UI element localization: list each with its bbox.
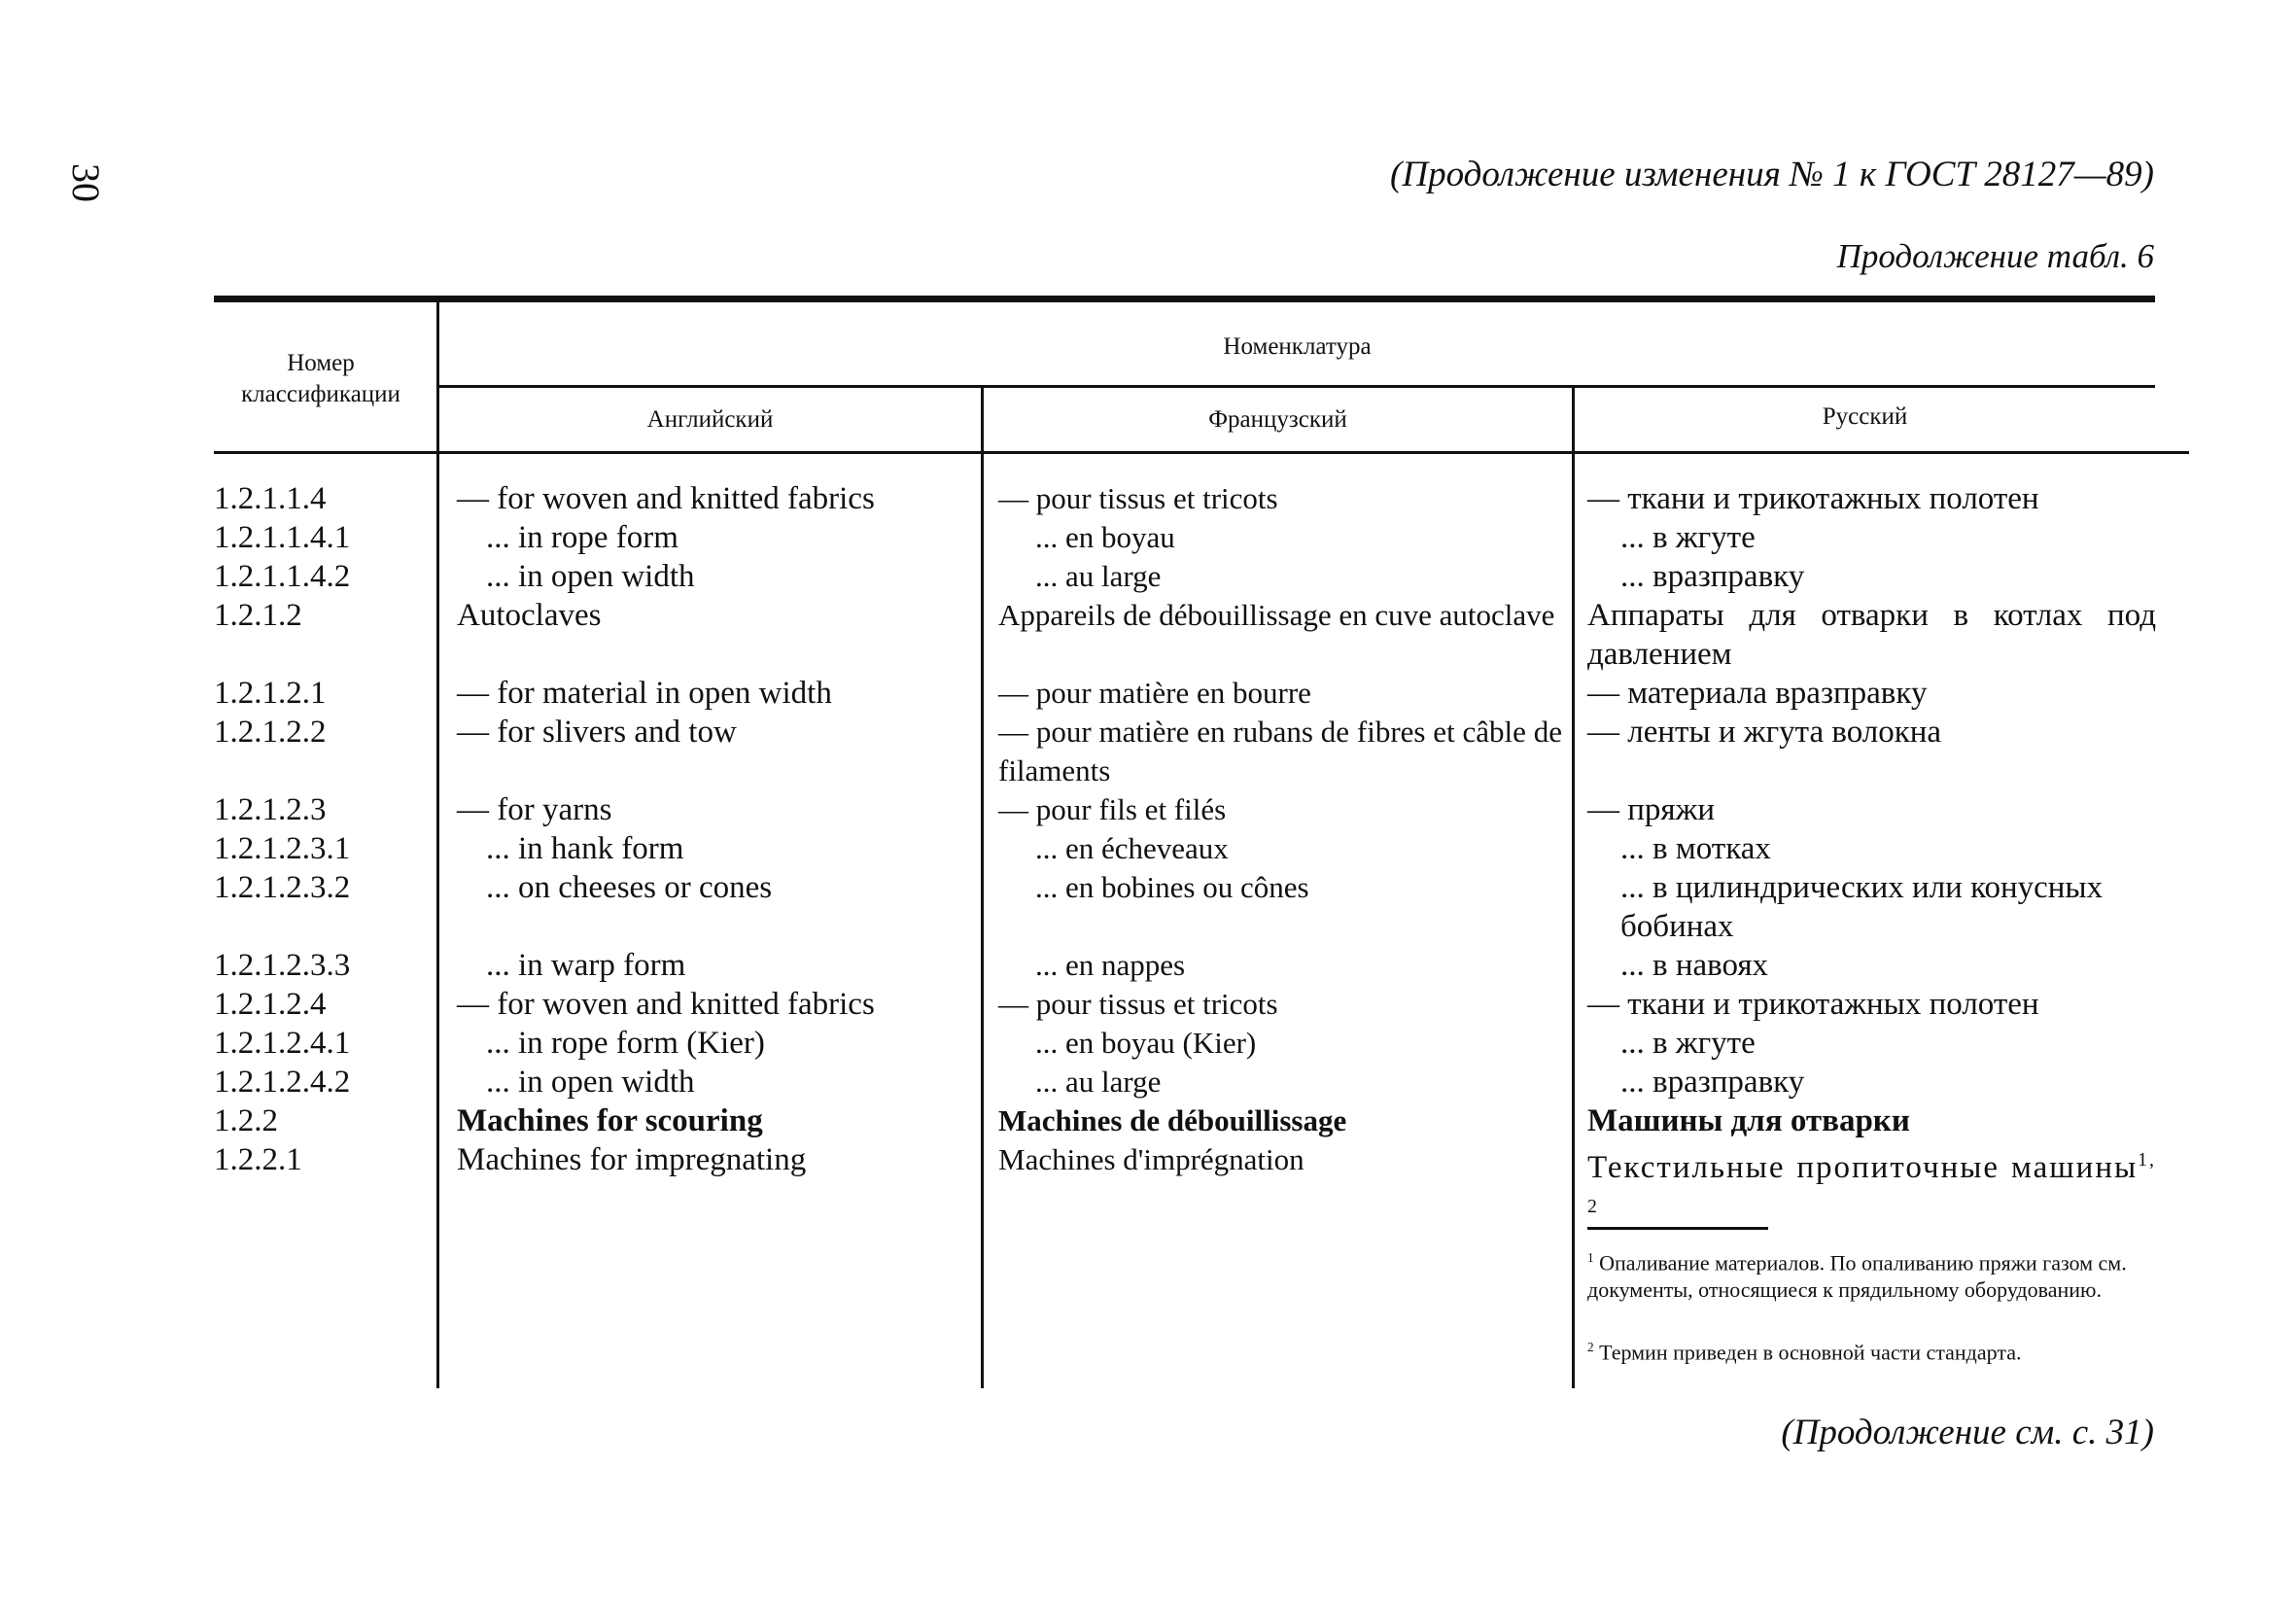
- row-number: 1.2.1.2.3: [214, 792, 327, 827]
- russian-term: Машины для отварки: [1587, 1103, 1910, 1138]
- french-term: Appareils de débouillissage en cuve autoclave: [998, 598, 1555, 632]
- table-continuation: Продолжение табл. 6: [1836, 237, 2154, 275]
- russian-term: — пряжи: [1587, 792, 1716, 827]
- row-number: 1.2.1.2.4.1: [214, 1026, 351, 1061]
- header-nomenclature: Номенклатура: [1223, 333, 1372, 360]
- english-term: Machines for impregnating: [457, 1142, 807, 1177]
- french-term: ... en boyau: [1035, 520, 1175, 554]
- footer-continuation: (Продолжение см. с. 31): [1781, 1413, 2154, 1452]
- table-row: [0, 557, 2296, 596]
- footnote-mark: 1: [1587, 1250, 1594, 1265]
- rule-under-headers: [214, 451, 2189, 454]
- footnote-separator: [1587, 1227, 1768, 1230]
- english-term: ... in rope form: [486, 520, 678, 555]
- english-term: ... in open width: [486, 1065, 695, 1100]
- row-number: 1.2.1.1.4.1: [214, 520, 351, 555]
- russian-term: — ткани и трикотажных полотен: [1587, 987, 2039, 1022]
- russian-term: ... в цилиндрических или конусных бобинах: [1620, 870, 2104, 944]
- footnote-reference: 1, 2: [1587, 1149, 2156, 1217]
- russian-term: ... вразправку: [1620, 559, 1805, 594]
- english-term: ... in hank form: [486, 831, 684, 866]
- table-body: [0, 479, 2296, 1218]
- table-row: [0, 946, 2296, 985]
- english-term: — for slivers and tow: [457, 715, 737, 750]
- french-term: — pour matière en rubans de fibres et câble de filaments: [998, 715, 1562, 787]
- french-term: ... en écheveaux: [1035, 831, 1229, 865]
- russian-term-text: Текстильные пропиточные машины: [1587, 1150, 2139, 1185]
- row-number: 1.2.2.1: [214, 1142, 302, 1177]
- row-number: 1.2.1.2.3.1: [214, 831, 351, 866]
- french-term: ... en boyau (Kier): [1035, 1026, 1257, 1060]
- row-number: 1.2.1.2.4: [214, 987, 327, 1022]
- row-number: 1.2.2: [214, 1103, 278, 1138]
- row-number: 1.2.1.2.1: [214, 676, 327, 711]
- table-row: [0, 1140, 2296, 1218]
- russian-term: ... в жгуте: [1620, 1026, 1756, 1061]
- row-number: 1.2.1.2.3.3: [214, 948, 351, 983]
- english-term: ... in rope form (Kier): [486, 1026, 765, 1061]
- table-row: [0, 713, 2296, 790]
- footnote-text: Опаливание материалов. По опаливанию пряжи газом см. документы, относящиеся к прядильному оборудованию.: [1587, 1250, 2127, 1303]
- table-row: [0, 1024, 2296, 1063]
- english-term: Autoclaves: [457, 598, 602, 633]
- row-number: 1.2.1.2.2: [214, 715, 327, 750]
- french-term: Machines d'imprégnation: [998, 1142, 1305, 1176]
- french-term: — pour matière en bourre: [998, 676, 1311, 710]
- french-term: — pour tissus et tricots: [998, 481, 1278, 515]
- row-number: 1.2.1.2.4.2: [214, 1065, 351, 1100]
- russian-term: ... в навоях: [1620, 948, 1769, 983]
- table-row: [0, 596, 2296, 674]
- russian-term: — ленты и жгута волокна: [1587, 715, 1942, 750]
- footnote-1: [1587, 1244, 2156, 1304]
- russian-term: — ткани и трикотажных полотен: [1587, 481, 2039, 516]
- table-row: [0, 674, 2296, 713]
- table-row: [0, 790, 2296, 829]
- table-top-rule: [214, 296, 2155, 302]
- french-term: ... au large: [1035, 559, 1162, 593]
- row-number: 1.2.1.2: [214, 598, 302, 633]
- row-number: 1.2.1.1.4.2: [214, 559, 351, 594]
- english-term: ... in open width: [486, 559, 695, 594]
- english-term: ... on cheeses or cones: [486, 870, 773, 905]
- russian-term: — материала вразправку: [1587, 676, 1928, 711]
- english-term: — for woven and knitted fabrics: [457, 987, 875, 1022]
- russian-term: ... вразправку: [1620, 1065, 1805, 1100]
- english-term: — for yarns: [457, 792, 612, 827]
- row-number: 1.2.1.2.3.2: [214, 870, 351, 905]
- page-number: 30: [64, 163, 108, 202]
- table-row: [0, 479, 2296, 518]
- french-term: — pour fils et filés: [998, 792, 1227, 826]
- table-row: [0, 1063, 2296, 1101]
- french-term: ... en nappes: [1035, 948, 1186, 982]
- table-row: [0, 985, 2296, 1024]
- footnote-2: [1587, 1334, 2156, 1366]
- row-number: 1.2.1.1.4: [214, 481, 327, 516]
- english-term: Machines for scouring: [457, 1103, 763, 1138]
- english-term: — for woven and knitted fabrics: [457, 481, 875, 516]
- header-french: Французский: [1208, 406, 1347, 433]
- header-continuation: (Продолжение изменения № 1 к ГОСТ 28127—89): [1390, 155, 2154, 194]
- russian-term: ... в жгуте: [1620, 520, 1756, 555]
- table-row: [0, 518, 2296, 557]
- french-term: ... en bobines ou cônes: [1035, 870, 1309, 904]
- english-term: — for material in open width: [457, 676, 832, 711]
- table-row: [0, 1101, 2296, 1140]
- english-term: ... in warp form: [486, 948, 686, 983]
- russian-term: ... в мотках: [1620, 831, 1771, 866]
- header-number: Номер классификации: [241, 350, 400, 407]
- french-term: ... au large: [1035, 1065, 1162, 1099]
- french-term: Machines de débouillissage: [998, 1103, 1347, 1137]
- french-term: — pour tissus et tricots: [998, 987, 1278, 1021]
- header-russian: Русский: [1822, 403, 1908, 430]
- footnote-text: Термин приведен в основной части стандарта.: [1599, 1340, 2022, 1365]
- rule-under-nomenclature: [436, 385, 2155, 388]
- russian-term: Аппараты для отварки в котлах под давлением: [1587, 598, 2156, 672]
- header-english: Английский: [646, 406, 774, 433]
- russian-term: [1587, 1140, 2156, 1234]
- footnote-mark: 2: [1587, 1340, 1594, 1354]
- table-row: [0, 829, 2296, 868]
- table-row: [0, 868, 2296, 946]
